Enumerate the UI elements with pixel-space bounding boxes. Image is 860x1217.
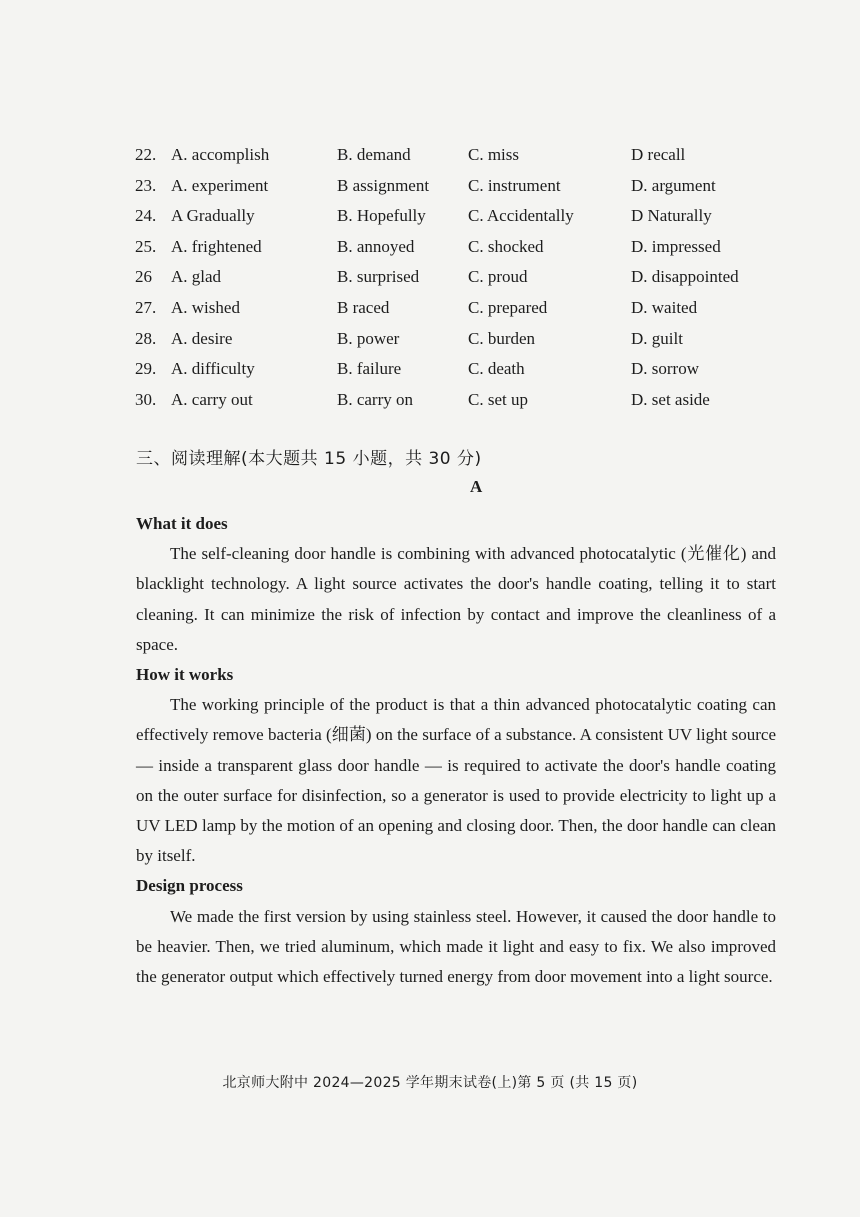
option-c: C. proud [468, 267, 528, 287]
reading-passage [136, 509, 776, 992]
option-c: C. death [468, 359, 525, 379]
option-b: B raced [337, 297, 390, 317]
option-a: A. carry out [171, 389, 253, 409]
option-b: B. failure [337, 359, 402, 379]
question-number: 23. [135, 175, 157, 195]
paragraph-what-it-does: The self-cleaning door handle is combining with advanced photocatalytic (光催化) and blacklight technology. A light source activates the door's handle coating, telling it to start cleaning. It can minimize the risk of infection by contact and improve the cleanliness of a space. [136, 544, 776, 654]
option-d: D. disappointed [631, 267, 739, 287]
subheading-what-it-does: What it does [136, 514, 228, 533]
option-a: A. frightened [171, 236, 262, 256]
question-number: 25. [135, 236, 157, 256]
option-row-26 [135, 262, 795, 293]
question-number: 30. [135, 389, 157, 409]
paragraph-design-process: We made the first version by using stainless steel. However, it caused the door handle to be heavier. Then, we tried aluminum, which made it light and easy to fix. We also improved the generator output which effectively turned energy from door movement into a light source. [136, 906, 776, 987]
option-b: B. carry on [337, 389, 414, 409]
cloze-options-table [135, 140, 795, 415]
option-b: B. Hopefully [337, 206, 426, 226]
passage-label: A [470, 477, 483, 496]
question-number: 27. [135, 297, 157, 317]
option-row-25 [135, 232, 795, 263]
option-row-27 [135, 293, 795, 324]
option-b: B. surprised [337, 267, 420, 287]
option-c: C. burden [468, 328, 536, 348]
option-b: B. demand [337, 145, 411, 164]
option-a: A. glad [171, 267, 222, 287]
option-a: A. difficulty [171, 359, 255, 379]
option-c: C. prepared [468, 297, 548, 317]
option-row-29 [135, 354, 795, 385]
option-d: D. impressed [631, 236, 721, 256]
option-d: D. guilt [631, 328, 683, 348]
option-c: C. shocked [468, 236, 544, 256]
option-b: B assignment [337, 175, 430, 195]
option-b: B. power [337, 328, 400, 348]
paragraph-how-it-works: The working principle of the product is that a thin advanced photocatalytic coating can effectively remove bacteria (细菌) on the surface of a substance. A consistent UV light source — inside a transparent glass door handle — is required to activate the door's handle coating on the outer surface for disinfection, so a generator is used to provide electricity to light up a UV LED lamp by the motion of an opening and closing door. Then, the door handle can clean by itself. [136, 695, 776, 866]
option-d: D recall [631, 145, 686, 164]
question-number: 24. [135, 206, 157, 226]
option-b: B. annoyed [337, 236, 415, 256]
option-a: A. accomplish [171, 145, 270, 164]
option-c: C. Accidentally [468, 206, 574, 226]
question-number: 22. [135, 145, 157, 164]
option-a: A. experiment [171, 175, 269, 195]
option-row-22 [135, 140, 795, 171]
option-row-23 [135, 171, 795, 202]
subheading-design-process: Design process [136, 876, 243, 896]
option-row-24 [135, 201, 795, 232]
option-a: A. desire [171, 328, 233, 348]
page-footer: 北京师大附中 2024—2025 学年期末试卷(上)第 5 页 (共 15 页) [222, 1075, 638, 1091]
question-number: 29. [135, 359, 157, 379]
option-row-30 [135, 385, 795, 416]
option-d: D. waited [631, 297, 698, 317]
option-d: D. argument [631, 175, 716, 195]
subheading-how-it-works: How it works [136, 665, 234, 685]
option-d: D. set aside [631, 389, 710, 409]
option-row-28 [135, 324, 795, 355]
question-number: 26 [135, 267, 152, 287]
option-d: D. sorrow [631, 359, 699, 379]
question-number: 28. [135, 328, 157, 348]
option-c: C. instrument [468, 175, 561, 195]
option-a: A. wished [171, 297, 240, 317]
section-heading: 三、阅读理解(本大题共 15 小题，共 30 分) [136, 449, 482, 469]
option-c: C. set up [468, 389, 528, 409]
option-c: C. miss [468, 145, 520, 164]
option-d: D Naturally [631, 206, 712, 226]
option-a: A Gradually [171, 206, 255, 226]
